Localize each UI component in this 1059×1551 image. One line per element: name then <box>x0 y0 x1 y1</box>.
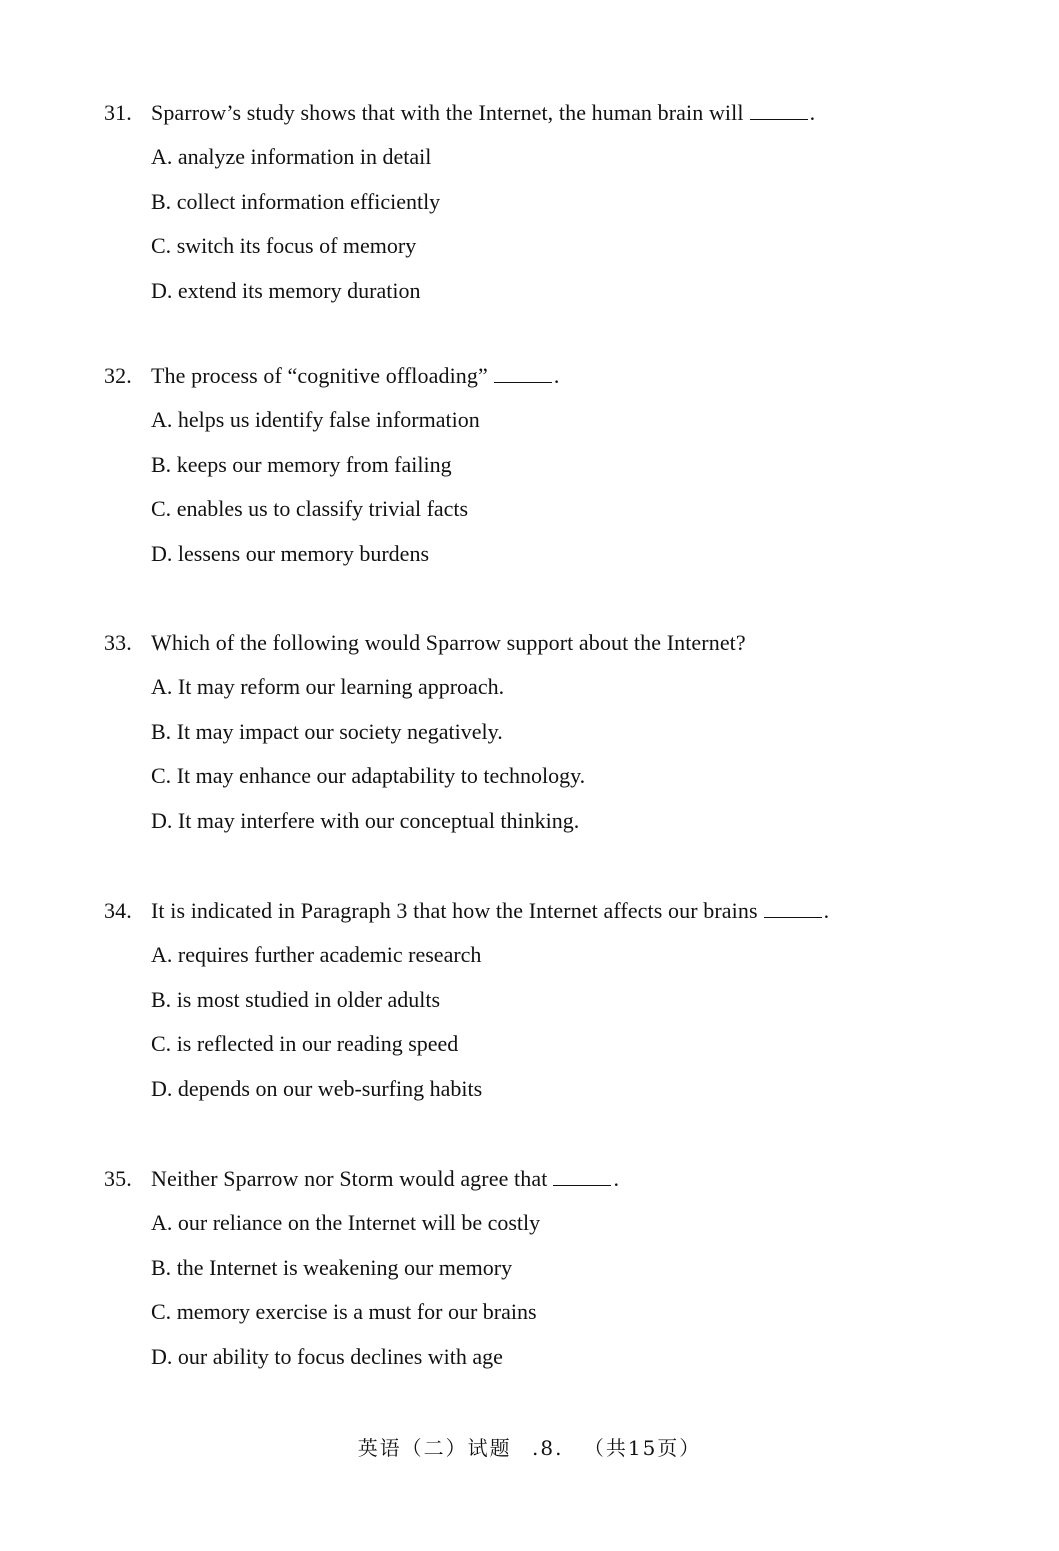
answer-blank <box>750 101 808 120</box>
footer-total-pages: （共15页） <box>583 1436 702 1460</box>
question-number: 33. <box>104 630 132 655</box>
option-text: It may reform our learning approach. <box>177 674 505 699</box>
question-number: 32. <box>104 363 132 388</box>
option-letter: B. <box>151 1254 172 1280</box>
option-c <box>151 494 944 524</box>
option-letter: A. <box>151 144 173 169</box>
question-34 <box>104 896 944 1104</box>
stem-end: . <box>613 1166 620 1191</box>
stem-text: It is indicated in Paragraph 3 that how the Internet affects our brains <box>151 898 758 923</box>
question-31 <box>104 98 944 306</box>
question-stem <box>104 361 944 391</box>
option-text: depends on our web-surfing habits <box>177 1075 483 1101</box>
question-stem <box>104 1164 944 1194</box>
question-stem <box>104 628 944 658</box>
option-a <box>151 142 944 172</box>
stem-text: The process of “cognitive offloading” <box>151 363 488 388</box>
option-letter: D. <box>151 540 173 566</box>
stem-end: . <box>809 100 816 125</box>
answer-blank <box>553 1167 611 1186</box>
question-number: 35. <box>104 1166 132 1191</box>
footer-subject: 英语（二）试题 <box>357 1436 512 1460</box>
question-33 <box>104 628 944 836</box>
option-b <box>151 985 944 1015</box>
question-number: 31. <box>104 100 132 125</box>
option-text: collect information efficiently <box>176 188 441 214</box>
option-d <box>151 539 944 569</box>
option-text: requires further academic research <box>177 942 482 967</box>
option-text: memory exercise is a must for our brains <box>176 1299 537 1324</box>
option-letter: D. <box>151 1343 173 1369</box>
option-letter: A. <box>151 942 173 967</box>
option-letter: A. <box>151 674 173 699</box>
option-c <box>151 1297 944 1327</box>
option-letter: C. <box>151 1299 172 1324</box>
option-b <box>151 450 944 480</box>
question-35 <box>104 1164 944 1372</box>
option-text: It may enhance our adaptability to technology. <box>176 763 586 788</box>
stem-end: . <box>823 898 830 923</box>
option-letter: C. <box>151 233 172 258</box>
answer-blank <box>764 899 822 918</box>
option-text: switch its focus of memory <box>176 233 417 258</box>
option-text: It may impact our society negatively. <box>176 718 503 744</box>
question-stem <box>104 896 944 926</box>
option-text: analyze information in detail <box>177 144 432 169</box>
option-letter: D. <box>151 1075 173 1101</box>
option-text: enables us to classify trivial facts <box>176 496 469 521</box>
stem-text: Neither Sparrow nor Storm would agree that <box>151 1166 548 1191</box>
option-letter: B. <box>151 986 172 1012</box>
question-stem <box>104 98 944 128</box>
option-text: helps us identify false information <box>177 407 480 432</box>
option-a <box>151 405 944 435</box>
option-letter: D. <box>151 807 173 833</box>
option-text: the Internet is weakening our memory <box>176 1254 513 1280</box>
stem-text: Sparrow’s study shows that with the Internet, the human brain will <box>151 100 744 125</box>
option-d <box>151 806 944 836</box>
option-text: our ability to focus declines with age <box>177 1343 503 1369</box>
option-text: keeps our memory from failing <box>176 451 452 477</box>
option-text: our reliance on the Internet will be costly <box>177 1210 541 1235</box>
option-letter: B. <box>151 718 172 744</box>
option-c <box>151 761 944 791</box>
option-letter: C. <box>151 496 172 521</box>
option-text: It may interfere with our conceptual thinking. <box>177 807 580 833</box>
option-d <box>151 1342 944 1372</box>
option-d <box>151 1074 944 1104</box>
option-a <box>151 1208 944 1238</box>
option-d <box>151 276 944 306</box>
option-text: extend its memory duration <box>177 277 421 303</box>
option-text: is reflected in our reading speed <box>176 1031 459 1056</box>
question-32 <box>104 361 944 569</box>
option-c <box>151 1029 944 1059</box>
page-footer <box>0 1432 1059 1461</box>
option-letter: B. <box>151 451 172 477</box>
option-b <box>151 1253 944 1283</box>
option-text: lessens our memory burdens <box>177 540 430 566</box>
option-letter: C. <box>151 763 172 788</box>
option-text: is most studied in older adults <box>176 986 441 1012</box>
option-letter: B. <box>151 188 172 214</box>
stem-end: . <box>553 363 560 388</box>
option-letter: C. <box>151 1031 172 1056</box>
option-letter: A. <box>151 407 173 432</box>
stem-text: Which of the following would Sparrow support about the Internet? <box>151 630 746 655</box>
question-number: 34. <box>104 898 132 923</box>
option-b <box>151 717 944 747</box>
option-b <box>151 187 944 217</box>
option-a <box>151 940 944 970</box>
option-letter: A. <box>151 1210 173 1235</box>
option-letter: D. <box>151 277 173 303</box>
footer-page-number: .8. <box>532 1436 564 1460</box>
option-a <box>151 672 944 702</box>
answer-blank <box>494 364 552 383</box>
option-c <box>151 231 944 261</box>
